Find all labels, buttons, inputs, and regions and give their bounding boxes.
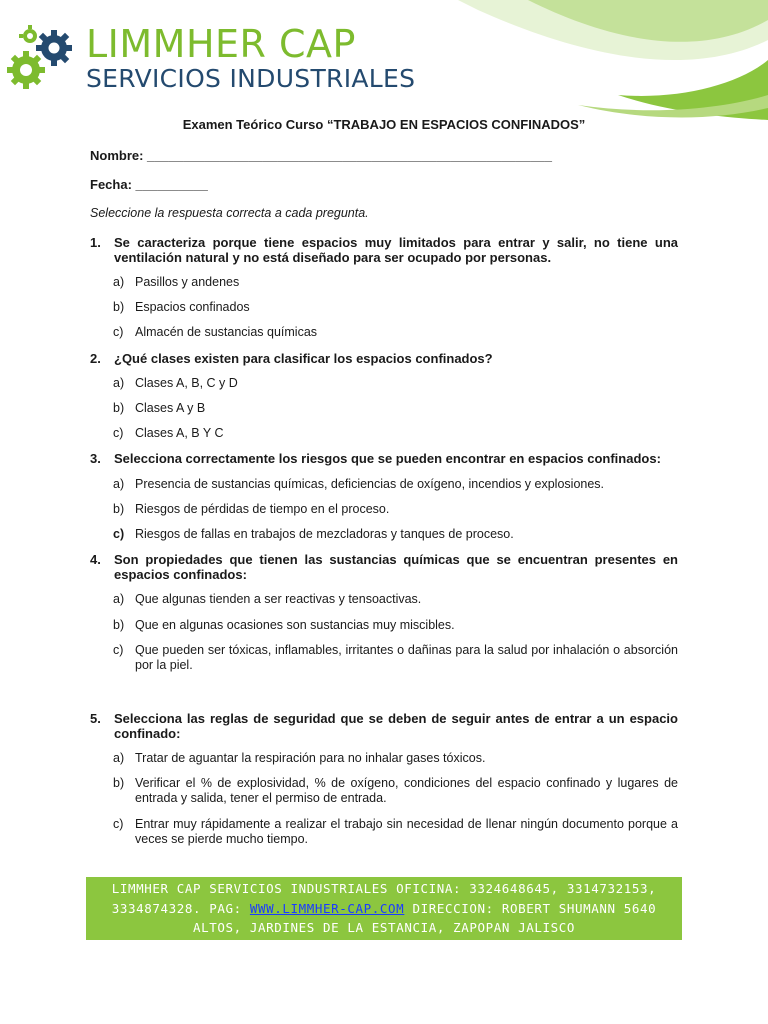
option-text: Clases A, B, C y D bbox=[135, 376, 238, 390]
question-2 bbox=[90, 351, 678, 366]
option-2b[interactable] bbox=[113, 401, 678, 416]
option-1a[interactable] bbox=[113, 275, 678, 290]
option-text: Riesgos de pérdidas de tiempo en el proceso. bbox=[135, 502, 390, 516]
option-3c[interactable] bbox=[113, 527, 678, 542]
option-text: Presencia de sustancias químicas, deficiencias de oxígeno, incendios y explosiones. bbox=[135, 477, 605, 491]
question-1 bbox=[90, 235, 678, 265]
instruction-text: Seleccione la respuesta correcta a cada pregunta. bbox=[90, 206, 369, 220]
option-text: Almacén de sustancias químicas bbox=[135, 325, 318, 339]
option-2a[interactable] bbox=[113, 376, 678, 391]
option-1c[interactable] bbox=[113, 325, 678, 340]
question-text: Se caracteriza porque tiene espacios muy limitados para entrar y salir, no tiene una ventilación natural y no está diseñado para ser ocupado por personas. bbox=[114, 235, 678, 265]
option-letter: b) bbox=[113, 618, 125, 632]
option-letter: b) bbox=[113, 776, 125, 790]
question-3 bbox=[90, 451, 678, 466]
option-letter: a) bbox=[113, 477, 125, 491]
option-2c[interactable] bbox=[113, 426, 678, 441]
option-letter: c) bbox=[113, 817, 124, 831]
option-3a[interactable] bbox=[113, 477, 678, 492]
option-text: Que pueden ser tóxicas, inflamables, irritantes o dañinas para la salud por inhalación o absorción por la piel. bbox=[135, 643, 678, 672]
footer-contact-banner bbox=[86, 877, 682, 940]
brand-name: LIMMHER CAP bbox=[86, 22, 356, 66]
option-3b[interactable] bbox=[113, 502, 678, 517]
option-4b[interactable] bbox=[113, 618, 678, 633]
option-1b[interactable] bbox=[113, 300, 678, 315]
header-swoosh-decoration bbox=[438, 0, 768, 130]
question-number: 3. bbox=[90, 451, 101, 466]
option-letter: b) bbox=[113, 401, 125, 415]
option-text: Que algunas tienden a ser reactivas y tensoactivas. bbox=[135, 592, 422, 606]
option-letter: b) bbox=[113, 502, 125, 516]
question-text: Selecciona correctamente los riesgos que se pueden encontrar en espacios confinados: bbox=[114, 451, 661, 466]
option-text: Clases A, B Y C bbox=[135, 426, 224, 440]
name-field[interactable]: Nombre: ________________________________________________________ bbox=[90, 148, 552, 163]
option-text: Entrar muy rápidamente a realizar el trabajo sin necesidad de llenar ningún documento porque a veces se pierde mucho tiempo. bbox=[135, 817, 678, 846]
question-text: Selecciona las reglas de seguridad que se deben de seguir antes de entrar a un espacio confinado: bbox=[114, 711, 678, 741]
option-letter: c) bbox=[113, 527, 125, 541]
option-5c[interactable] bbox=[113, 817, 678, 847]
option-letter: b) bbox=[113, 300, 125, 314]
date-field[interactable]: Fecha: __________ bbox=[90, 177, 208, 192]
question-5 bbox=[90, 711, 678, 741]
question-text: ¿Qué clases existen para clasificar los espacios confinados? bbox=[114, 351, 493, 366]
option-5b[interactable] bbox=[113, 776, 678, 806]
option-letter: a) bbox=[113, 751, 125, 765]
option-4c[interactable] bbox=[113, 643, 678, 673]
option-text: Verificar el % de explosividad, % de oxígeno, condiciones del espacio confinado y lugares de entrada y salida, tener el permiso de entrada. bbox=[135, 776, 678, 805]
question-number: 5. bbox=[90, 711, 101, 726]
exam-title: Examen Teórico Curso “TRABAJO EN ESPACIOS CONFINADOS” bbox=[182, 117, 586, 132]
question-number: 4. bbox=[90, 552, 101, 567]
option-letter: c) bbox=[113, 643, 124, 657]
website-link[interactable]: WWW.LIMMHER-CAP.COM bbox=[249, 900, 405, 916]
question-text: Son propiedades que tienen las sustancias químicas que se encuentran presentes en espacios confinados: bbox=[114, 552, 678, 582]
footer-text-after: DIRECCION: ROBERT SHUMANN 5640 ALTOS, JARDINES DE LA ESTANCIA, ZAPOPAN JALISCO bbox=[193, 900, 657, 935]
footer-text-before: LIMMHER CAP SERVICIOS INDUSTRIALES OFICINA: 3324648645, 3314732153, 3334874328. PAG: bbox=[111, 881, 657, 916]
option-text: Que en algunas ocasiones son sustancias muy miscibles. bbox=[135, 618, 455, 632]
option-text: Riesgos de fallas en trabajos de mezcladoras y tanques de proceso. bbox=[135, 527, 514, 541]
option-text: Espacios confinados bbox=[135, 300, 250, 314]
option-letter: a) bbox=[113, 275, 125, 289]
question-number: 1. bbox=[90, 235, 101, 250]
option-text: Clases A y B bbox=[135, 401, 206, 415]
gears-logo-icon bbox=[6, 20, 78, 92]
option-text: Tratar de aguantar la respiración para no inhalar gases tóxicos. bbox=[135, 751, 486, 765]
brand-subtitle: SERVICIOS INDUSTRIALES bbox=[86, 64, 416, 93]
option-text: Pasillos y andenes bbox=[135, 275, 240, 289]
option-4a[interactable] bbox=[113, 592, 678, 607]
option-letter: c) bbox=[113, 426, 124, 440]
option-letter: c) bbox=[113, 325, 124, 339]
option-letter: a) bbox=[113, 592, 125, 606]
option-5a[interactable] bbox=[113, 751, 678, 766]
option-letter: a) bbox=[113, 376, 125, 390]
question-number: 2. bbox=[90, 351, 101, 366]
question-4 bbox=[90, 552, 678, 582]
